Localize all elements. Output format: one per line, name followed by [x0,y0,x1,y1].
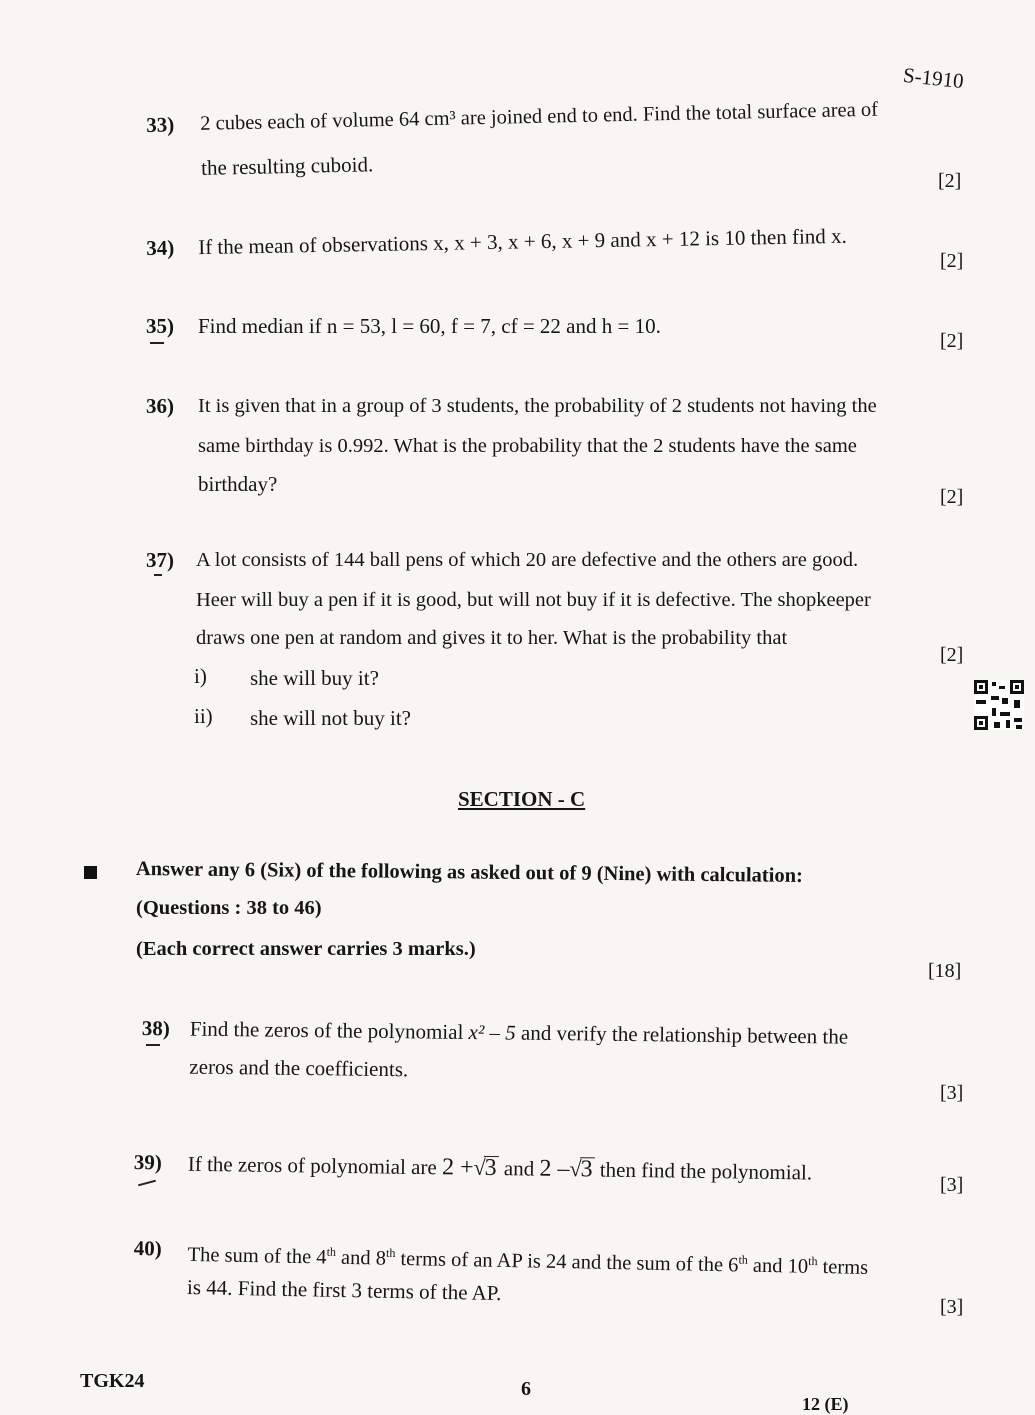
question-text-part: then find the polynomial. [599,1157,813,1185]
question-text-line2: the resulting cuboid. [200,152,374,180]
sub-question: she will buy it? [250,666,379,690]
section-marks-note: (Each correct answer carries 3 marks.) [136,938,476,960]
ordinal-suffix: th [738,1252,749,1267]
ordinal-suffix: th [808,1253,818,1269]
section-total-marks: [18] [928,960,962,982]
qr-code [974,680,1024,730]
question-text-part: terms [822,1256,869,1279]
question-number: 39) [133,1150,162,1175]
question-text: 2 cubes each of volume 64 cm³ are joined end to end. Find the total surface area of [200,98,879,135]
marks-40: [3] [940,1296,964,1318]
pen-mark [146,1044,160,1046]
section-question-range: (Questions : 38 to 46) [136,897,322,919]
zero-two-radicand: 3 [580,1156,593,1183]
footer-code: TGK24 [80,1370,145,1392]
pen-mark [150,342,164,344]
question-text-part: terms of an AP is 24 and the sum of the 6 [400,1247,739,1277]
pen-mark [154,574,162,576]
sub-label: ii) [194,704,213,728]
marks-39: [3] [940,1174,964,1196]
question-number: 35) [146,314,174,338]
question-text-line2: Heer will buy a pen if it is good, but will not buy if it is defective. The shopkeeper [196,589,871,611]
question-text-line2: same birthday is 0.992. What is the probability that the 2 students have the same [198,435,857,457]
question-text-part: and verify the relationship between the [520,1020,849,1049]
question-39 [133,1150,964,1185]
question-text-part: and 8 [340,1246,387,1270]
footer-version: 12 (E) [802,1394,849,1414]
question-text-part: and 10 [752,1254,809,1278]
question-number: 38) [141,1016,170,1041]
section-instruction: Answer any 6 (Six) of the following as asked out of 9 (Nine) with calculation: [135,858,803,887]
marks-38: [3] [940,1082,964,1104]
question-text-line3: birthday? [198,472,278,496]
marks-34: [2] [940,250,964,272]
question-text-part: If the zeros of polynomial are [187,1151,437,1180]
question-text-line3: draws one pen at random and gives it to her. What is the probability that [196,627,788,649]
question-text-part: Find the zeros of the polynomial [189,1016,464,1044]
question-40 [133,1236,964,1306]
question-text: A lot consists of 144 ball pens of which 20 are defective and the others are good. [196,549,859,571]
ordinal-suffix: th [326,1244,337,1259]
question-text-line2: is 44. Find the first 3 terms of the AP. [186,1275,502,1306]
question-text: Find median if n = 53, l = 60, f = 7, cf = 22 and h = 10. [198,314,661,338]
section-title: SECTION - C [458,787,586,811]
pen-mark [138,1180,156,1187]
question-number: 34) [146,235,175,260]
question-text: If the mean of observations x, x + 3, x + 6, x + 9 and x + 12 is 10 then find x. [197,223,848,260]
question-text-line2: zeros and the coefficients. [189,1054,409,1082]
ordinal-suffix: th [385,1245,396,1261]
question-number: 33) [146,112,175,137]
question-text-part: and [503,1156,535,1181]
question-text-part: The sum of the 4 [187,1243,327,1269]
marks-35: [2] [940,330,964,352]
question-number: 36) [146,394,174,418]
question-text: It is given that in a group of 3 students, the probability of 2 students not having the [198,395,877,417]
marks-36: [2] [940,486,964,508]
question-33 [146,96,968,180]
bullet-square-icon [84,866,97,879]
question-38 [141,1016,972,1082]
marks-37: [2] [940,644,964,666]
question-number: 40) [133,1236,162,1261]
polynomial-expression: x² – 5 [468,1019,516,1045]
marks-33: [2] [938,170,962,192]
sub-question: she will not buy it? [250,706,411,730]
page-number: 6 [521,1378,531,1400]
zero-one-radicand: 3 [484,1154,497,1182]
question-34 [146,222,968,260]
zero-two-prefix: 2 – [539,1155,570,1183]
question-text: If the zeros of polynomial are 2 +√3 and 2 –√3 then find the polynomial. [187,1151,813,1185]
paper-code: S-1910 [901,62,965,94]
sub-label: i) [194,664,207,688]
zero-one-prefix: 2 + [441,1154,474,1181]
question-number: 37) [146,548,174,572]
